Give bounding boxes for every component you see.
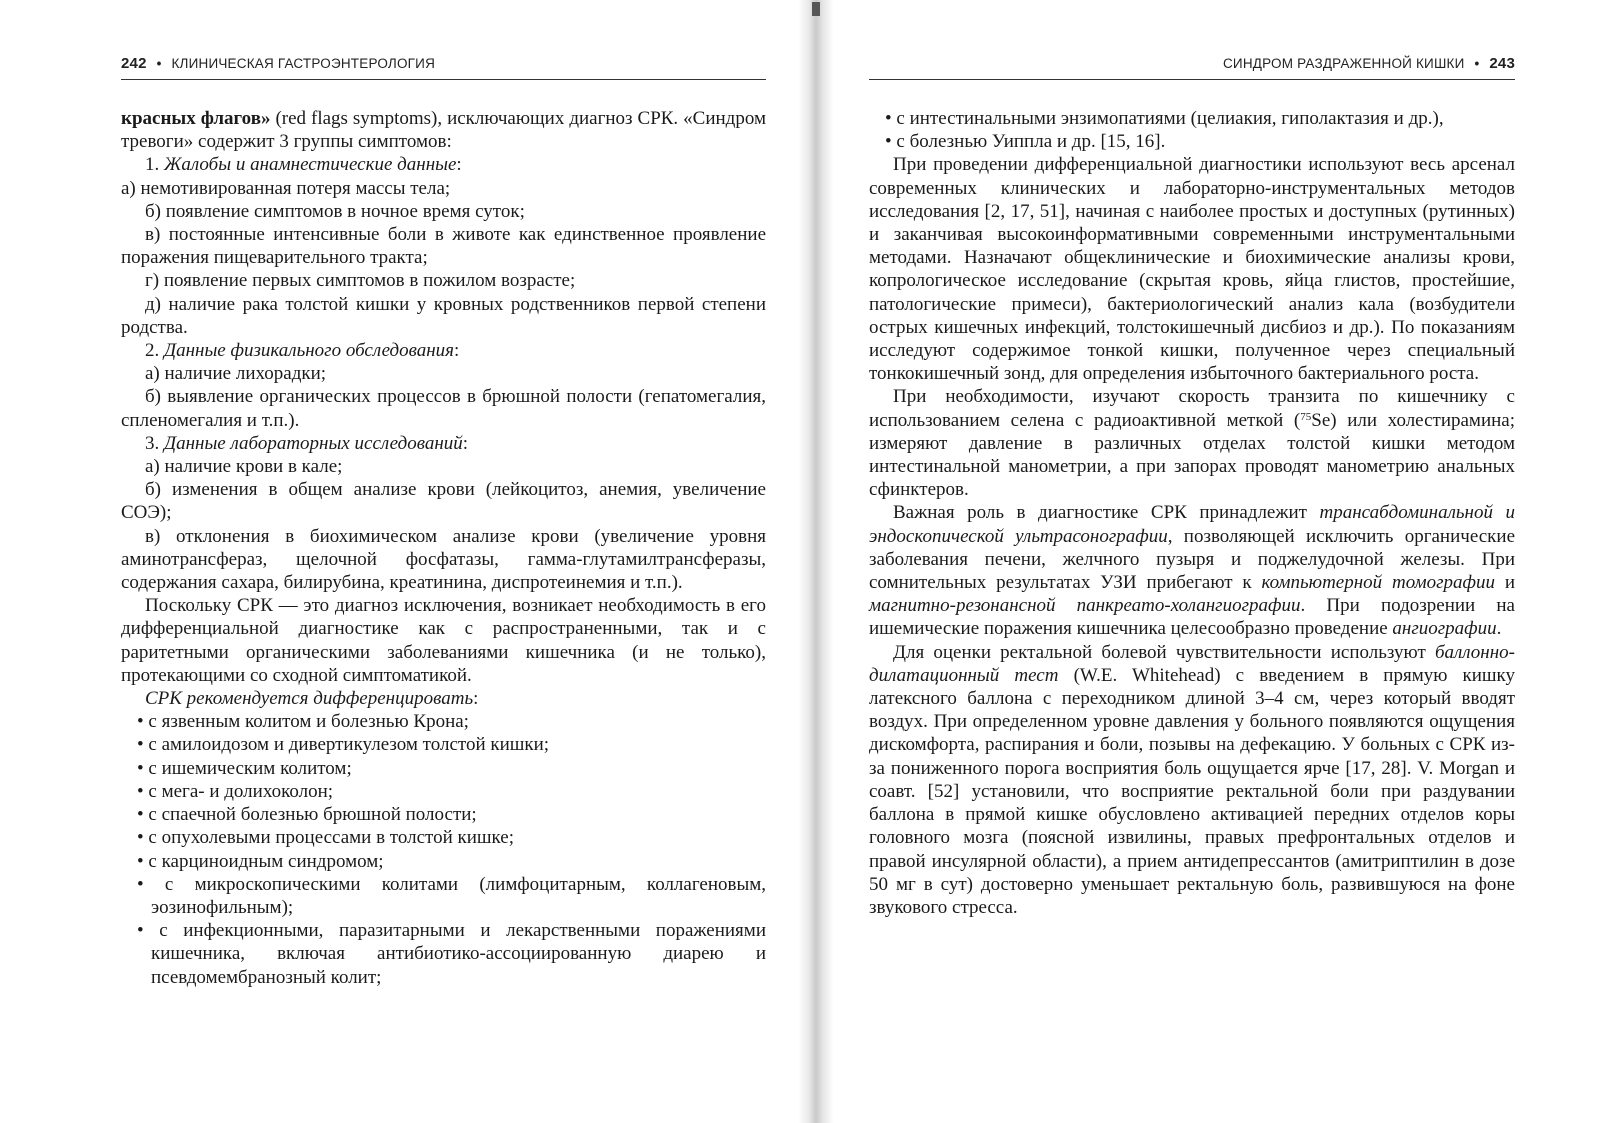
header-bullet: • (1474, 56, 1480, 71)
paragraph: При проведении дифференциальной диагностики используют весь арсенал современных клинических и лабораторно-инструментальных методов исследования [2, 17, 51], начиная с наиболее простых и доступных (рутинных) и заканчивая высокоинформативными современными инструментальными методами. Назначают общеклинические и биохимические анализы крови, копрологическое исследование (скрытая кровь, яйца глистов, простейшие, патологические примеси), бактериологический анализ кала (возбудители острых кишечных инфекций, толстокишечный дисбиоз и др.). По показаниям исследуют содержимое тонкой кишки, полученное через специальный тонкокишечный зонд, для определения избыточного бактериального роста. (869, 154, 1515, 385)
bullet-item: • с амилоидозом и дивертикулезом толстой кишки; (137, 734, 550, 756)
bullet-item: • с интестинальными энзимопатиями (целиакия, гиполактазия и др.), (885, 108, 1444, 129)
bullet-item: • с опухолевыми процессами в толстой кишке; (137, 827, 514, 849)
paragraph: красных флагов» (red flags symptoms), исключающих диагноз СРК. «Синдром тревоги» содержит 3 группы симптомов: (121, 108, 766, 153)
list-item: б) выявление органических процессов в брюшной полости (гепатомегалия, спленомегалия и т.п.). (121, 386, 766, 431)
bullet-item: • с микроскопическими колитами (лимфоцитарным, коллагеновым, эозинофильным); (137, 873, 766, 918)
right-page-body (869, 107, 1515, 919)
left-page-body (121, 107, 766, 989)
header-bullet: • (156, 56, 162, 71)
bullet-item: • с мега- и долихоколон; (137, 780, 334, 802)
list-item: а) наличие крови в кале; (145, 456, 343, 478)
left-header-title: КЛИНИЧЕСКАЯ ГАСТРОЭНТЕРОЛОГИЯ (171, 56, 436, 71)
bold-term: красных флагов» (121, 108, 271, 129)
group-heading: 2. Данные физикального обследования: (145, 340, 460, 362)
bullet-item: • с инфекционными, паразитарными и лекарственными поражениями кишечника, включая антибиотико-ассоциированную диарею и псевдомембранозный колит; (137, 920, 766, 988)
binding-mark (812, 2, 820, 16)
list-item: а) наличие лихорадки; (145, 363, 327, 385)
right-running-head (869, 55, 1515, 77)
list-item: д) наличие рака толстой кишки у кровных родственников первой степени родства. (121, 293, 766, 338)
book-gutter (798, 0, 834, 1123)
right-header-rule (869, 79, 1515, 80)
list-item: б) изменения в общем анализе крови (лейкоцитоз, анемия, увеличение СОЭ); (121, 479, 766, 524)
paragraph: СРК рекомендуется дифференцировать: (145, 688, 479, 710)
bullet-item: • с ишемическим колитом; (137, 757, 352, 779)
list-item: г) появление первых симптомов в пожилом возрасте; (145, 270, 576, 292)
left-running-head (121, 55, 766, 77)
right-page-number: 243 (1489, 55, 1515, 72)
bullet-item: • с спаечной болезнью брюшной полости; (137, 804, 477, 826)
bullet-item: • с карциноидным синдромом; (137, 850, 384, 872)
isotope-superscript: 75 (1300, 410, 1312, 423)
list-item: а) немотивированная потеря массы тела; (121, 177, 451, 199)
left-header-rule (121, 79, 766, 80)
bullet-item: • с болезнью Уиппла и др. [15, 16]. (885, 131, 1166, 153)
right-header-title: СИНДРОМ РАЗДРАЖЕННОЙ КИШКИ (1222, 56, 1465, 71)
paragraph: Поскольку СРК — это диагноз исключения, возникает необходимость в его дифференциальной диагностике как с распространенными, так и с раритетными органическими заболеваниями кишечника (и не только), протекающими со сходной симптоматикой. (121, 595, 766, 686)
group-heading: 1. Жалобы и анамнестические данные: (145, 154, 462, 176)
paragraph: При необходимости, изучают скорость транзита по кишечнику с использованием селена с радиоактивной меткой ($^{75}$Se) или холестирамина; измеряют давление в различных отделах толстой кишки методом интестинальной манометрии, а при запорах проводят манометрию анальных сфинктеров. (869, 386, 1515, 501)
list-item: б) появление симптомов в ночное время суток; (145, 200, 525, 222)
list-item: в) отклонения в биохимическом анализе крови (увеличение уровня аминотрансфераз, щелочной фосфатазы, гамма-глутамилтрансферазы, содержания сахара, билирубина, креатинина, диспротеинемия и т.п.). (121, 525, 766, 594)
paragraph: Для оценки ректальной болевой чувствительности используют баллонно-дилатационный тест (W.E. Whitehead) с введением в прямую кишку латексного баллона с переходником длиной 3–4 см, через который вводят воздух. При определенном уровне давления у больного появляются ощущения дискомфорта, распирания и боли, позывы на дефекацию. У больных с СРК из-за пониженного порога восприятия боль ощущается ярче [17, 28]. V. Morgan и соавт. [52] установили, что восприятие ректальной боли при раздувании баллона в прямой кишке обусловлено активацией передних отделов коры головного мозга (поясной извилины, правых префронтальных отделов и правой инсулярной области), а прием антидепрессантов (амитриптилин в дозе 50 мг в сут) достоверно уменьшает ректальную боль, развившуюся на фоне звукового стресса. (869, 641, 1516, 918)
left-page-number: 242 (121, 55, 147, 72)
bullet-item: • с язвенным колитом и болезнью Крона; (137, 711, 469, 733)
group-heading: 3. Данные лабораторных исследований: (145, 432, 469, 454)
paragraph: Важная роль в диагностике СРК принадлежит трансабдоминальной и эндоскопической ультрасонографии, позволяющей исключить органические заболевания печени, желчного пузыря и поджелудочной железы. При сомнительных результатах УЗИ прибегают к компьютерной томографии и магнитно-резонансной панкреато-холангиографии. При подозрении на ишемические поражения кишечника целесообразно проведение ангиографии. (869, 502, 1515, 640)
list-item: в) постоянные интенсивные боли в животе как единственное проявление поражения пищеварительного тракта; (121, 224, 766, 269)
